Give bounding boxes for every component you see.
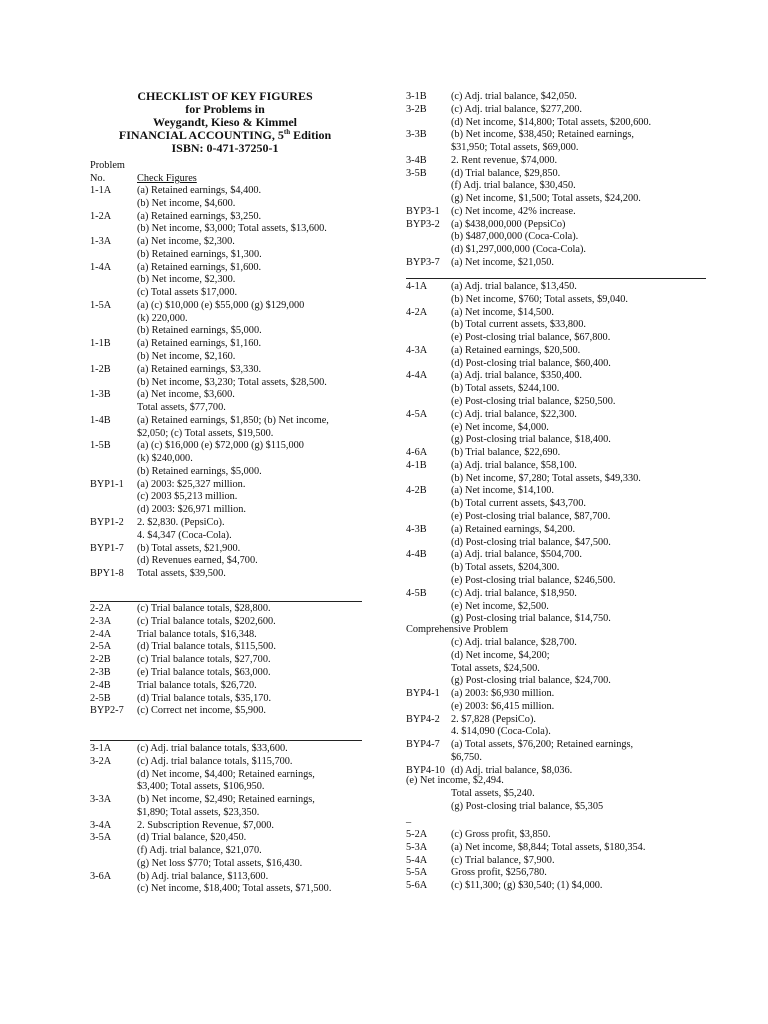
header-line4-sup: th [283,128,291,136]
check-figure: (a) (c) $10,000 (e) $55,000 (g) $129,000 [137,299,305,311]
problem-number: 1-1B [90,338,111,350]
check-figure: (b) Net income, $3,230; Total assets, $28,500. [137,376,327,388]
document-header [105,90,345,155]
problem-number: 3-3B [406,129,427,141]
problem-number: 2-4B [90,679,111,691]
problem-number: BYP3-1 [406,205,440,217]
problem-number: 5-4A [406,854,428,866]
check-figure: (k) $240,000. [137,453,193,465]
check-figure: (a) (c) $16,000 (e) $72,000 (g) $115,000 [137,440,304,452]
check-figure: (d) Trial balance totals, $35,170. [137,692,272,704]
check-figure: (d) Net income, $14,800; Total assets, $200,600. [451,116,652,128]
problem-number: BYP4-7 [406,739,440,750]
check-figure: (g) Post-closing trial balance, $5,305 [451,800,604,812]
check-figure: $3,400; Total assets, $106,950. [137,781,265,793]
check-figure: Total assets, $24,500. [451,662,540,674]
check-figure: (d) $1,297,000,000 (Coca-Cola). [451,244,586,255]
check-figure: (c) Adj. trial balance, $42,050. [451,91,577,102]
check-figure: (a) Net income, $2,300. [137,236,235,248]
check-figure: 2. Rent revenue, $74,000. [451,154,558,166]
problem-number: 4-4A [406,370,428,382]
check-figure: (a) 2003: $25,327 million. [137,478,246,490]
check-figure: (b) Net income, $2,490; Retained earnings, [137,794,315,805]
problem-number: 3-1A [90,743,112,754]
problem-number: 3-2A [90,755,112,767]
problem-number: 1-3A [90,236,112,248]
check-figure: (a) Adj. trial balance, $504,700. [451,549,582,561]
check-figure: (a) Adj. trial balance, $350,400. [451,370,582,382]
problem-number: BYP1-1 [90,478,124,490]
check-figure: $1,890; Total assets, $23,350. [137,806,260,818]
check-figure: (b) Total assets, $21,900. [137,542,241,554]
check-figure: (e) Post-closing trial balance, $250,500. [451,396,616,408]
problem-number: 5-3A [406,841,428,853]
problem-number: 4-5B [406,587,427,599]
problem-number: 5-5A [406,867,428,879]
check-figure: Trial balance totals, $16,348. [137,628,257,640]
check-figure: (f) Adj. trial balance, $21,070. [137,845,262,856]
check-figure: (a) 2003: $6,930 million. [451,688,555,699]
problem-number: 1-4A [90,261,112,273]
problem-number: BYP4-10 [406,764,445,776]
problem-number: 5-2A [406,829,428,840]
problem-number: 1-3B [90,389,111,401]
problem-number: 3-2B [406,103,427,115]
problem-number: 1-4B [90,414,111,426]
check-figure: (b) Net income, $2,160. [137,351,236,362]
problem-number: 4-6A [406,447,428,459]
check-figure: (d) Post-closing trial balance, $60,400. [451,357,611,369]
problem-number: 1-1A [90,185,112,196]
check-figure: (a) Net income, $8,844; Total assets, $180,354. [451,841,646,853]
check-figure: (b) Net income, $2,300. [137,274,236,286]
check-figure: (e) Trial balance totals, $63,000. [137,667,271,678]
check-figure: (b) Net income, $3,000; Total assets, $13,600. [137,223,327,235]
check-figure: (g) Post-closing trial balance, $14,750. [451,613,611,625]
check-figure: (e) 2003: $6,415 million. [451,700,555,712]
check-figure: (c) Adj. trial balance, $28,700. [451,637,577,648]
problem-number: BYP1-7 [90,542,124,554]
section-divider [90,740,362,741]
check-figure: (b) Retained earnings, $5,000. [137,465,262,477]
problem-number: BPY1-8 [90,568,124,580]
problem-number: 2-3A [90,615,112,627]
check-figure: (a) Retained earnings, $1,850; (b) Net income, [137,414,329,426]
check-figure: (a) Retained earnings, $1,600. [137,261,262,273]
check-figure: (e) Post-closing trial balance, $67,800. [451,332,611,344]
problem-number: BYP3-7 [406,256,440,268]
check-figure: (e) Post-closing trial balance, $246,500. [451,574,616,586]
check-figure: (d) Adj. trial balance, $8,036. [451,764,573,776]
problem-number: BYP1-2 [90,517,124,529]
check-figure: (c) Adj. trial balance, $22,300. [451,408,577,420]
check-figure: Gross profit, $256,780. [451,867,547,879]
problem-number: 3-5B [406,167,427,179]
header-line5: ISBN: 0-471-37250-1 [171,141,279,155]
check-figure: (a) Retained earnings, $4,400. [137,185,262,196]
problem-number: BYP4-2 [406,713,440,725]
check-figure: (b) Total current assets, $33,800. [451,319,586,331]
check-figure: 2. $7,828 (PepsiCo). [451,713,536,725]
problem-number: 2-5B [90,692,111,704]
problem-number: 4-2A [406,306,428,318]
check-figure: (b) Total assets, $244,100. [451,383,560,395]
check-figure: (a) Total assets, $76,200; Retained earnings, [451,739,634,750]
check-figure: (f) Adj. trial balance, $30,450. [451,180,576,192]
problem-number: 4-4B [406,549,427,561]
problem-number: 2-3B [90,667,111,678]
check-figure: Total assets, $39,500. [137,568,226,580]
check-figure: (c) Trial balance totals, $202,600. [137,615,276,627]
problem-number: BYP4-1 [406,688,440,699]
header-line1: CHECKLIST OF KEY FIGURES [137,89,313,103]
check-figure: (e) Net income, $2,500. [451,600,549,612]
check-figure: 4. $4,347 (Coca-Cola). [137,529,232,541]
check-figure: (d) Trial balance, $29,850. [451,167,561,179]
check-figure: (a) Net income, $21,050. [451,256,554,268]
check-figure: (b) Total assets, $204,300. [451,562,560,574]
problem-number: 3-4A [90,819,112,831]
column-header-check-label: Check Figures [137,173,197,184]
header-line4-post: Edition [290,128,332,142]
problem-number: 4-1A [406,281,428,292]
check-figure: (e) Post-closing trial balance, $87,700. [451,511,611,523]
check-figure: Trial balance totals, $26,720. [137,679,257,691]
header-line3: Weygandt, Kieso & Kimmel [153,115,297,129]
check-figure: (g) Post-closing trial balance, $24,700. [451,675,611,687]
check-figure: (a) $438,000,000 (PepsiCo) [451,218,566,230]
check-figure: 4. $14,090 (Coca-Cola). [451,726,551,738]
check-figure: (c) Net income, $18,400; Total assets, $71,500. [137,883,332,895]
problem-number: 3-5A [90,832,112,844]
check-figure: (b) Net income, $7,280; Total assets, $49,330. [451,472,641,484]
check-figure: (g) Net loss $770; Total assets, $16,430. [137,857,303,869]
check-figure: (a) Net income, $3,600. [137,389,235,401]
problem-number: 1-5B [90,440,111,452]
check-figure: (d) Trial balance, $20,450. [137,832,247,844]
problem-number: 3-1B [406,91,427,102]
check-figure: (e) Net income, $4,000. [451,421,549,433]
check-figure: (a) Retained earnings, $3,250. [137,210,262,222]
check-figure: (d) Net income, $4,200; [451,649,550,661]
problem-number: 3-6A [90,870,112,882]
check-figure: $6,750. [451,751,482,763]
check-figure: (c) Total assets $17,000. [137,287,238,299]
check-figure: (a) Adj. trial balance, $58,100. [451,459,577,471]
check-figure: (b) Retained earnings, $5,000. [137,325,262,337]
problem-number: 2-2A [90,603,112,614]
check-figure: (g) Post-closing trial balance, $18,400. [451,434,611,446]
section-divider [406,278,706,279]
check-figure: (d) Revenues earned, $4,700. [137,555,258,567]
problem-number: 1-2B [90,363,111,375]
check-figure: (c) Correct net income, $5,900. [137,705,266,717]
problem-number: 4-3A [406,344,428,356]
check-figure: (a) Net income, $14,100. [451,485,554,497]
check-figure: (b) Total current assets, $43,700. [451,498,586,510]
check-figure: (d) 2003: $26,971 million. [137,504,246,516]
check-figure: (d) Net income, $4,400; Retained earnings, [137,768,315,780]
check-figure: (b) Trial balance, $22,690. [451,447,561,459]
problem-number: 4-5A [406,408,428,420]
check-figure: Total assets, $5,240. [451,788,535,799]
check-figure: (a) Retained earnings, $1,160. [137,338,262,350]
check-figure: (c) Adj. trial balance totals, $115,700. [137,755,293,767]
check-figure: (c) Trial balance totals, $27,700. [137,654,271,666]
problem-number: 3-4B [406,154,427,166]
column-header-no-label: No. [90,173,106,184]
problem-number: 2-5A [90,641,112,653]
problem-number: 2-2B [90,654,111,666]
check-figure: $31,950; Total assets, $69,000. [451,142,579,153]
check-figure: (c) $11,300; (g) $30,540; (1) $4,000. [451,880,603,891]
check-figure: (c) Adj. trial balance totals, $33,600. [137,743,288,754]
check-figure: (k) 220,000. [137,312,188,324]
check-figure: (c) 2003 $5,213 million. [137,491,238,503]
check-figure: 2. Subscription Revenue, $7,000. [137,819,274,831]
problem-number: 4-1B [406,459,427,471]
header-line2: for Problems in [185,102,265,116]
check-figure: (b) Net income, $38,450; Retained earnings, [451,129,635,141]
check-figure: (d) Trial balance totals, $115,500. [137,641,276,653]
check-figure: (c) Trial balance totals, $28,800. [137,603,271,614]
check-figure: (d) Post-closing trial balance, $47,500. [451,536,611,548]
check-figure: (a) Adj. trial balance, $13,450. [451,281,577,292]
check-figure: (b) Net income, $760; Total assets, $9,040. [451,293,628,305]
problem-number: 4-3B [406,523,427,535]
check-figure: $2,050; (c) Total assets, $19,500. [137,427,274,439]
check-figure: (c) Trial balance, $7,900. [451,854,555,866]
check-figure: (c) Net income, 42% increase. [451,205,576,217]
check-figure: (g) Net income, $1,500; Total assets, $24,200. [451,193,641,204]
problem-number: 2-4A [90,628,112,640]
check-figure: (c) Gross profit, $3,850. [451,829,551,840]
problem-number: 3-3A [90,794,112,805]
check-figure: 2. $2,830. (PepsiCo). [137,517,225,529]
problem-number: BYP2-7 [90,705,124,717]
header-line4-pre: FINANCIAL ACCOUNTING, 5 [118,128,284,142]
check-figure: (a) Retained earnings, $20,500. [451,344,581,356]
problem-number: 1-5A [90,299,112,311]
check-figure: (a) Retained earnings, $4,200. [451,523,576,535]
check-figure: (a) Retained earnings, $3,330. [137,363,262,375]
problem-number: BYP3-2 [406,218,440,230]
check-figure: (c) Adj. trial balance, $277,200. [451,103,582,115]
problem-number: 1-2A [90,210,112,222]
check-figure: (c) Adj. trial balance, $18,950. [451,587,577,599]
problem-number: 4-2B [406,485,427,497]
check-figure: (b) Adj. trial balance, $113,600. [137,870,269,882]
check-figure: (a) Net income, $14,500. [451,306,554,318]
check-figure: (b) Retained earnings, $1,300. [137,248,262,260]
problem-number: 5-6A [406,880,428,891]
check-figure: Total assets, $77,700. [137,402,226,414]
check-figure: (b) $487,000,000 (Coca-Cola). [451,231,579,243]
check-figure: (b) Net income, $4,600. [137,197,236,209]
